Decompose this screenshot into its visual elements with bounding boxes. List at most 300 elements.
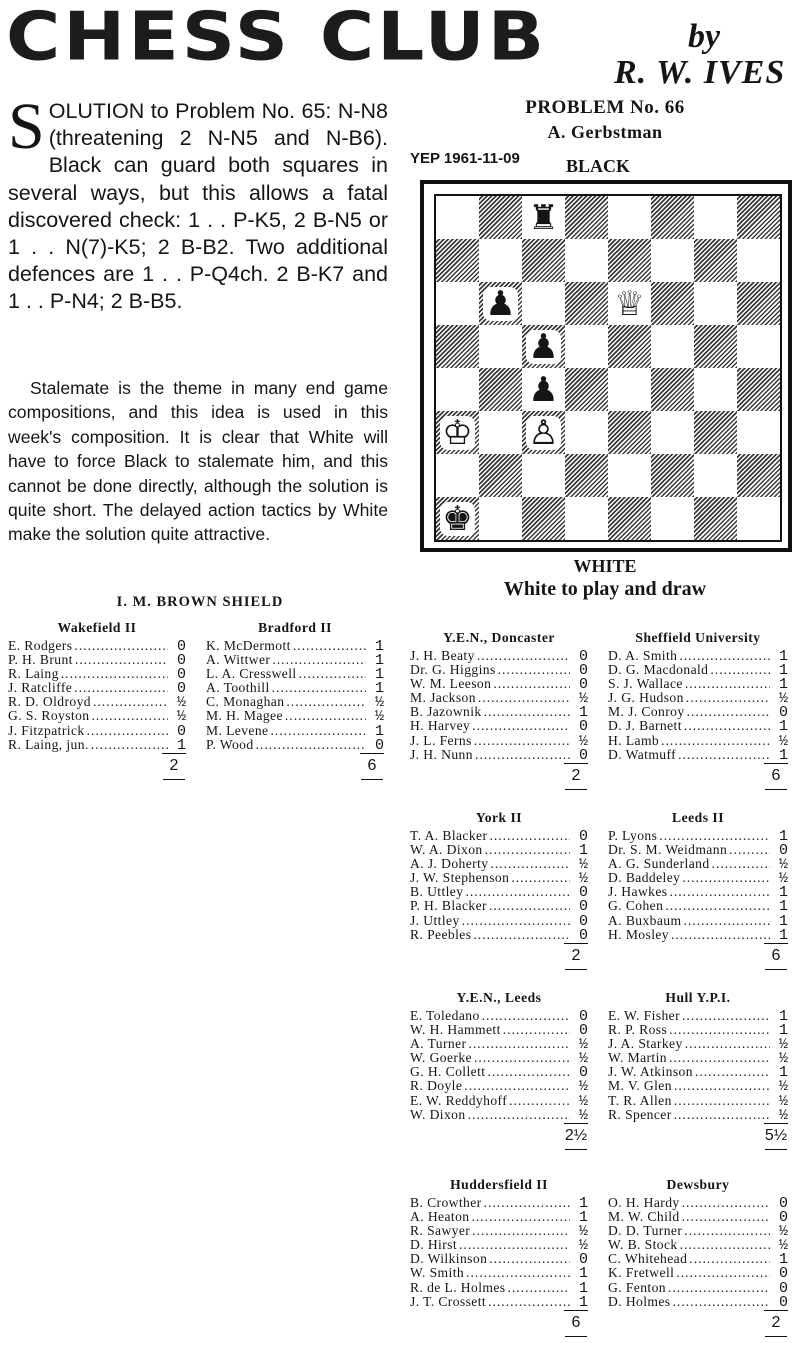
player-name: R. P. Ross xyxy=(608,1023,668,1038)
player-name: T. A. Blacker xyxy=(410,829,488,843)
team-total: 2 xyxy=(571,766,581,784)
solution-text: OLUTION to Problem No. 65: N-N8 (threatening 2 N-N5 and N-B6). Black can guard both squares in several ways, but this allows a fatal discovered check: 1 . . P-K5, 2 B-N5 or 1 . . N(7)-K5; 2 B-B2. Two additional defences are 1 . . P-Q4ch. 2 B-K7 and 1 . . P-N4; 2 B-B5. xyxy=(8,99,388,314)
player-score: 0 xyxy=(778,705,788,720)
player-score: 0 xyxy=(176,723,186,738)
player-row xyxy=(608,1094,788,1108)
team-table xyxy=(410,1177,588,1309)
player-name: A. Turner xyxy=(410,1037,467,1052)
player-row xyxy=(410,1210,588,1224)
board-square xyxy=(737,497,780,540)
player-score: ½ xyxy=(778,1224,788,1239)
player-name: E. Rodgers xyxy=(8,639,73,653)
leader-dots xyxy=(489,1252,570,1266)
player-row xyxy=(608,1252,788,1266)
team-name: Wakefield II xyxy=(57,620,137,635)
player-name: A. Wittwer xyxy=(206,653,271,668)
leader-dots xyxy=(685,1037,770,1051)
player-row xyxy=(410,1079,588,1093)
player-name: R. Sawyer xyxy=(410,1224,471,1239)
player-row xyxy=(608,885,788,899)
leader-dots xyxy=(285,709,366,723)
chess-piece: ♜ xyxy=(528,197,559,238)
team-table xyxy=(410,990,588,1122)
masthead-title: CHESS CLUB xyxy=(6,0,548,76)
team-total: 2 xyxy=(169,756,179,774)
leader-dots xyxy=(473,928,570,942)
player-score: ½ xyxy=(778,1037,788,1052)
leader-dots xyxy=(511,871,570,885)
player-score: 0 xyxy=(578,1023,588,1038)
player-score: 0 xyxy=(578,913,588,928)
leader-dots xyxy=(93,695,168,709)
leader-dots xyxy=(478,691,570,705)
player-name: D. J. Barnett xyxy=(608,719,682,734)
player-row xyxy=(410,1023,588,1037)
leader-dots xyxy=(679,649,770,663)
board-square xyxy=(608,282,651,325)
board-square xyxy=(651,454,694,497)
leader-dots xyxy=(683,914,770,928)
total-rule xyxy=(564,763,588,764)
player-name: G. Cohen xyxy=(608,899,664,914)
board-square xyxy=(651,497,694,540)
board-square xyxy=(436,282,479,325)
leader-dots xyxy=(471,1210,570,1224)
team-total: 6 xyxy=(771,766,781,784)
leader-dots xyxy=(674,1108,770,1122)
player-name: E. W. Reddyhoff xyxy=(410,1093,508,1108)
leader-dots xyxy=(477,649,570,663)
board-square xyxy=(737,368,780,411)
player-row xyxy=(8,639,186,653)
player-name: C. Whitehead xyxy=(608,1252,688,1267)
player-row xyxy=(8,738,186,752)
board-square xyxy=(651,368,694,411)
leader-dots xyxy=(75,653,168,667)
player-score: 0 xyxy=(578,663,588,678)
player-score: ½ xyxy=(778,1079,788,1094)
player-row xyxy=(608,1023,788,1037)
player-score: 1 xyxy=(778,747,788,762)
leader-dots xyxy=(682,1009,770,1023)
board-square xyxy=(522,282,565,325)
team-name: York II xyxy=(475,810,523,825)
team-total: 6 xyxy=(367,756,377,774)
player-row xyxy=(410,829,588,843)
player-row xyxy=(410,1094,588,1108)
player-name: L. A. Cresswell xyxy=(206,667,297,682)
leader-dots xyxy=(674,1094,770,1108)
player-score: 0 xyxy=(578,899,588,914)
leader-dots xyxy=(256,738,366,752)
player-score: ½ xyxy=(578,871,588,886)
player-name: J. Hawkes xyxy=(608,885,668,900)
leader-dots xyxy=(710,663,770,677)
player-row xyxy=(608,1009,788,1023)
player-name: B. Crowther xyxy=(410,1196,482,1210)
player-score: 1 xyxy=(578,1280,588,1295)
total-rule xyxy=(163,779,185,780)
leader-dots xyxy=(466,1266,570,1280)
total-rule xyxy=(765,1149,787,1150)
player-score: 0 xyxy=(578,719,588,734)
player-score: 1 xyxy=(374,639,384,654)
black-side-label: BLACK xyxy=(566,156,631,176)
player-row xyxy=(410,677,588,691)
leader-dots xyxy=(293,639,366,653)
player-score: ½ xyxy=(578,857,588,872)
leader-dots xyxy=(684,719,770,733)
leader-dots xyxy=(507,1281,570,1295)
player-name: H. Harvey xyxy=(410,719,471,734)
board-square xyxy=(565,325,608,368)
leader-dots xyxy=(490,857,570,871)
player-row xyxy=(608,677,788,691)
player-score: 1 xyxy=(578,1294,588,1309)
player-score: ½ xyxy=(578,1224,588,1239)
player-row xyxy=(206,681,384,695)
leader-dots xyxy=(509,1094,570,1108)
player-score: ½ xyxy=(778,1238,788,1253)
player-row xyxy=(608,1210,788,1224)
player-row xyxy=(206,709,384,723)
player-score: 0 xyxy=(578,1065,588,1080)
leader-dots xyxy=(286,695,366,709)
leader-dots xyxy=(493,677,570,691)
board-square xyxy=(479,282,522,325)
player-score: 0 xyxy=(778,1294,788,1309)
player-name: A. Toothill xyxy=(206,681,270,696)
total-rule xyxy=(764,1123,788,1124)
player-score: 0 xyxy=(778,843,788,858)
leader-dots xyxy=(671,928,770,942)
board-square xyxy=(565,411,608,454)
team-name: Huddersfield II xyxy=(450,1177,548,1192)
player-score: ½ xyxy=(374,709,384,724)
board-square xyxy=(479,196,522,239)
team-name: Sheffield University xyxy=(635,630,761,645)
player-name: R. Spencer xyxy=(608,1107,672,1122)
player-row xyxy=(8,681,186,695)
board-square xyxy=(737,325,780,368)
player-row xyxy=(206,667,384,681)
player-row xyxy=(410,1009,588,1023)
player-row xyxy=(410,691,588,705)
player-score: 0 xyxy=(778,1266,788,1281)
player-score: ½ xyxy=(778,1107,788,1122)
total-rule xyxy=(564,1310,588,1311)
board-square xyxy=(436,411,479,454)
leader-dots xyxy=(682,1196,770,1210)
competition-heading: I. M. BROWN SHIELD xyxy=(116,594,284,610)
player-row xyxy=(410,1051,588,1065)
player-name: Dr. G. Higgins xyxy=(410,663,496,678)
board-square xyxy=(608,497,651,540)
player-name: K. Fretwell xyxy=(608,1266,675,1281)
board-square xyxy=(565,497,608,540)
player-row xyxy=(608,748,788,762)
player-row xyxy=(410,899,588,913)
leader-dots xyxy=(489,829,570,843)
board-square xyxy=(694,411,737,454)
player-name: D. Baddeley xyxy=(608,871,681,886)
board-square xyxy=(737,282,780,325)
player-name: J. T. Crossett xyxy=(410,1294,487,1309)
board-square xyxy=(737,196,780,239)
player-score: 1 xyxy=(578,1210,588,1225)
player-name: H. Mosley xyxy=(608,927,669,942)
board-square xyxy=(436,497,479,540)
team-table xyxy=(608,810,788,942)
board-square xyxy=(651,411,694,454)
player-row xyxy=(410,1266,588,1280)
chess-piece: ♟ xyxy=(485,283,516,324)
player-name: E. Toledano xyxy=(410,1009,480,1023)
player-name: P. Lyons xyxy=(608,829,658,843)
board-square xyxy=(565,196,608,239)
leader-dots xyxy=(669,885,770,899)
player-score: ½ xyxy=(778,1093,788,1108)
player-name: H. Lamb xyxy=(608,733,660,748)
player-name: W. M. Leeson xyxy=(410,677,492,692)
player-row xyxy=(608,1079,788,1093)
player-score: 1 xyxy=(778,899,788,914)
player-name: J. Ratcliffe xyxy=(8,681,73,696)
player-score: 0 xyxy=(578,649,588,664)
commentary-paragraph: Stalemate is the theme in many end game compositions, and this idea is used in this week's composition. It is clear that White will have to force Black to stalemate him, and this cannot be done directly, although the solution is quite short. The delayed action tactics by White make the solution quite attractive. xyxy=(8,378,388,545)
player-name: E. W. Fisher xyxy=(608,1009,681,1023)
player-score: ½ xyxy=(778,691,788,706)
player-name: D. Holmes xyxy=(608,1294,671,1309)
leader-dots xyxy=(674,1079,770,1093)
leader-dots xyxy=(661,734,770,748)
board-square xyxy=(479,239,522,282)
board-square xyxy=(479,411,522,454)
player-name: W. A. Dixon xyxy=(410,843,483,858)
player-name: D. Watmuff xyxy=(608,747,677,762)
problem-title: PROBLEM No. 66 xyxy=(525,97,685,118)
leader-dots xyxy=(682,871,770,885)
player-score: 0 xyxy=(578,1252,588,1267)
byline-author: R. W. IVES xyxy=(614,54,786,91)
player-row xyxy=(410,1295,588,1309)
team-name: Y.E.N., Leeds xyxy=(456,990,542,1005)
player-row xyxy=(608,1295,788,1309)
byline-by: by xyxy=(688,18,721,55)
player-score: 0 xyxy=(778,1280,788,1295)
player-score: 1 xyxy=(374,653,384,668)
chess-piece: ♔ xyxy=(442,412,473,453)
player-name: B. Uttley xyxy=(410,885,464,900)
player-name: J. L. Ferns xyxy=(410,733,472,748)
player-name: R. Laing, jun. xyxy=(8,737,89,752)
player-name: W. Dixon xyxy=(410,1107,466,1122)
leader-dots xyxy=(485,843,570,857)
leader-dots xyxy=(464,1079,570,1093)
team-total: 6 xyxy=(571,1313,581,1331)
player-row xyxy=(410,1037,588,1051)
leader-dots xyxy=(299,667,366,681)
player-row xyxy=(608,914,788,928)
leader-dots xyxy=(695,1065,770,1079)
leader-dots xyxy=(91,738,168,752)
leader-dots xyxy=(669,1023,770,1037)
player-score: 1 xyxy=(578,705,588,720)
player-name: M. V. Glen xyxy=(608,1079,672,1094)
player-name: M. J. Conroy xyxy=(608,705,685,720)
team-name: Hull Y.P.I. xyxy=(665,990,731,1005)
player-row xyxy=(608,843,788,857)
player-name: J. H. Nunn xyxy=(410,747,473,762)
player-name: M. Levene xyxy=(206,723,269,738)
player-row xyxy=(410,1252,588,1266)
board-square xyxy=(737,239,780,282)
board-square xyxy=(436,368,479,411)
player-name: A. Buxbaum xyxy=(608,913,682,928)
player-name: G. S. Royston xyxy=(8,709,90,724)
team-table xyxy=(410,810,588,942)
player-row xyxy=(410,885,588,899)
player-score: 0 xyxy=(578,927,588,942)
board-square xyxy=(651,325,694,368)
player-row xyxy=(410,857,588,871)
team-total: 2 xyxy=(571,946,581,964)
player-row xyxy=(206,724,384,738)
leader-dots xyxy=(472,1224,570,1238)
player-row xyxy=(410,748,588,762)
player-name: R. Peebles xyxy=(410,927,472,942)
player-row xyxy=(608,1281,788,1295)
player-name: D. A. Smith xyxy=(608,649,678,663)
board-square xyxy=(694,497,737,540)
leader-dots xyxy=(74,681,168,695)
team-total: 2½ xyxy=(564,1126,588,1144)
player-score: 0 xyxy=(578,1009,588,1024)
leader-dots xyxy=(487,1065,570,1079)
player-score: ½ xyxy=(578,1079,588,1094)
board-square xyxy=(565,239,608,282)
board-square xyxy=(479,325,522,368)
leader-dots xyxy=(474,1051,570,1065)
leader-dots xyxy=(689,1252,770,1266)
board-square xyxy=(565,368,608,411)
chess-piece: ♟ xyxy=(528,369,559,410)
board-square xyxy=(522,239,565,282)
total-rule xyxy=(360,753,384,754)
board-square xyxy=(608,368,651,411)
player-name: P. H. Brunt xyxy=(8,653,73,668)
board-square xyxy=(651,282,694,325)
player-name: B. Jazownik xyxy=(410,705,482,720)
total-rule xyxy=(565,789,587,790)
player-row xyxy=(608,1108,788,1122)
player-name: W. Martin xyxy=(608,1051,667,1066)
team-table xyxy=(608,1177,788,1309)
board-square xyxy=(694,282,737,325)
player-score: ½ xyxy=(176,709,186,724)
leader-dots xyxy=(678,748,770,762)
player-score: ½ xyxy=(778,733,788,748)
leader-dots xyxy=(272,653,366,667)
problem-composer: A. Gerbstman xyxy=(547,122,663,142)
player-name: J. Fitzpatrick xyxy=(8,723,85,738)
player-name: D. Wilkinson xyxy=(410,1252,488,1267)
leader-dots xyxy=(668,1281,770,1295)
team-table xyxy=(608,630,788,762)
total-rule xyxy=(564,1123,588,1124)
board-square xyxy=(565,282,608,325)
player-row xyxy=(608,734,788,748)
player-score: 1 xyxy=(778,885,788,900)
total-rule xyxy=(765,1336,787,1337)
board-square xyxy=(608,411,651,454)
leader-dots xyxy=(680,1238,770,1252)
board-square xyxy=(522,325,565,368)
player-row xyxy=(410,914,588,928)
player-row xyxy=(608,1065,788,1079)
player-score: 0 xyxy=(176,681,186,696)
player-score: 1 xyxy=(778,719,788,734)
player-row xyxy=(608,899,788,913)
team-table xyxy=(8,620,186,752)
total-rule xyxy=(565,1149,587,1150)
leader-dots xyxy=(669,1051,770,1065)
board-square xyxy=(436,325,479,368)
player-name: W. B. Stock xyxy=(608,1238,678,1253)
player-row xyxy=(410,1065,588,1079)
solution-paragraph xyxy=(8,90,388,316)
board-square xyxy=(651,196,694,239)
player-score: 0 xyxy=(176,667,186,682)
leader-dots xyxy=(684,1224,770,1238)
leader-dots xyxy=(474,734,570,748)
player-row xyxy=(410,843,588,857)
team-total: 5½ xyxy=(764,1126,788,1144)
player-row xyxy=(410,1108,588,1122)
player-row xyxy=(410,705,588,719)
player-score: 0 xyxy=(578,677,588,692)
player-row xyxy=(608,1051,788,1065)
player-score: 1 xyxy=(778,913,788,928)
player-score: 1 xyxy=(778,1023,788,1038)
leader-dots xyxy=(270,724,366,738)
team-table xyxy=(206,620,384,752)
chess-board xyxy=(434,194,782,542)
player-name: J. W. Atkinson xyxy=(608,1065,693,1080)
player-name: O. H. Hardy xyxy=(608,1196,680,1210)
player-row xyxy=(410,1281,588,1295)
board-square xyxy=(522,368,565,411)
leader-dots xyxy=(673,1295,770,1309)
total-rule xyxy=(764,763,788,764)
leader-dots xyxy=(659,829,770,843)
team-total: 6 xyxy=(771,946,781,964)
player-score: 1 xyxy=(778,1009,788,1024)
total-rule xyxy=(162,753,186,754)
player-score: 0 xyxy=(578,885,588,900)
problem-task: White to play and draw xyxy=(503,578,707,600)
board-square xyxy=(694,454,737,497)
player-name: M. Jackson xyxy=(410,691,476,706)
player-score: 1 xyxy=(374,681,384,696)
player-row xyxy=(8,667,186,681)
player-score: 1 xyxy=(778,649,788,664)
leader-dots xyxy=(92,709,169,723)
player-name: D. G. Macdonald xyxy=(608,663,709,678)
board-square xyxy=(436,239,479,282)
leader-dots xyxy=(468,1037,570,1051)
player-score: ½ xyxy=(578,1107,588,1122)
